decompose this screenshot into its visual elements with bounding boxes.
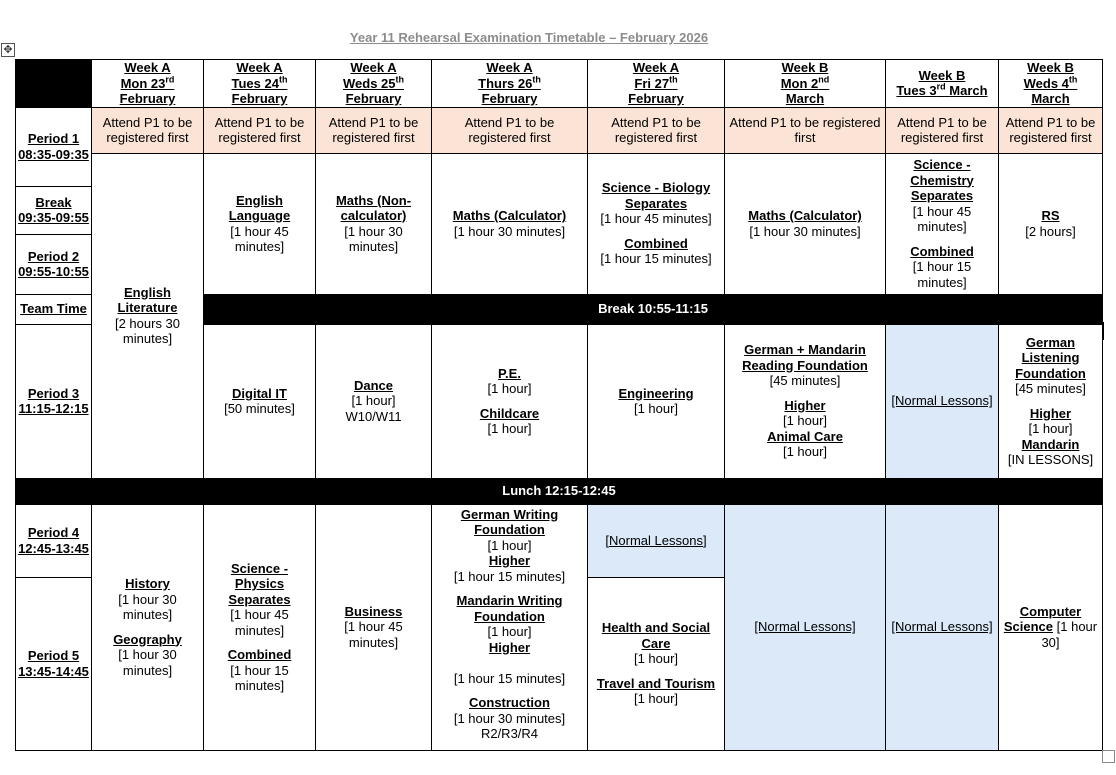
exam-wed-a-p3: Dance [1 hour] W10/W11 — [316, 324, 432, 478]
exam-wed-b-afternoon: Computer Science [1 hour 30] — [999, 504, 1103, 750]
attend-cell: Attend P1 to be registered first — [588, 107, 725, 153]
timetable — [15, 59, 1103, 751]
corner-cell — [16, 60, 92, 108]
exam-tue-a-afternoon: Science - Physics Separates [1 hour 45 minutes] Combined [1 hour 15 minutes] — [204, 504, 316, 750]
exam-fri-a-p5: Health and Social Care [1 hour] Travel and Tourism [1 hour] — [588, 577, 725, 750]
exam-wed-b-p3: German Listening Foundation [45 minutes] Higher [1 hour] Mandarin [IN LESSONS] — [999, 324, 1103, 478]
exam-mon-b-morning: Maths (Calculator) [1 hour 30 minutes] — [725, 153, 886, 294]
period-1-label: Period 1 08:35-09:35 — [16, 107, 92, 186]
attend-cell: Attend P1 to be registered first — [204, 107, 316, 153]
period-2-label: Period 2 09:55-10:55 — [16, 234, 92, 294]
period-3-label: Period 3 11:15-12:15 — [16, 324, 92, 478]
exam-mon-a-morning: English Literature [2 hours 30 minutes] — [92, 153, 204, 478]
exam-thu-a-morning: Maths (Calculator) [1 hour 30 minutes] — [432, 153, 588, 294]
header-mon-b: Week B Mon 2nd March — [725, 60, 886, 108]
attend-cell: Attend P1 to be registered first — [432, 107, 588, 153]
exam-tue-a-p3: Digital IT [50 minutes] — [204, 324, 316, 478]
normal-lessons-mon-b-afternoon: [Normal Lessons] — [725, 504, 886, 750]
header-tue-a: Week A Tues 24th February — [204, 60, 316, 108]
header-wed-a: Week A Weds 25th February — [316, 60, 432, 108]
normal-lessons-tue-b-p3: [Normal Lessons] — [886, 324, 999, 478]
header-tue-b: Week B Tues 3rd March — [886, 60, 999, 108]
exam-tue-a-morning: English Language [1 hour 45 minutes] — [204, 153, 316, 294]
attend-cell: Attend P1 to be registered first — [725, 107, 886, 153]
normal-lessons-fri-a-p4: [Normal Lessons] — [588, 504, 725, 577]
header-fri-a: Week A Fri 27th February — [588, 60, 725, 108]
header-mon-a: Week A Mon 23rd February — [92, 60, 204, 108]
exam-thu-a-p3: P.E. [1 hour] Childcare [1 hour] — [432, 324, 588, 478]
break-bar: Break 10:55-11:15 — [204, 294, 1103, 324]
attend-cell: Attend P1 to be registered first — [92, 107, 204, 153]
table-resize-handle[interactable] — [1102, 750, 1115, 763]
page-title: Year 11 Rehearsal Examination Timetable – February 2026 — [349, 30, 709, 45]
exam-mon-b-p3: German + Mandarin Reading Foundation [45 minutes] Higher [1 hour] Animal Care [1 hour] — [725, 324, 886, 478]
exam-wed-a-morning: Maths (Non-calculator) [1 hour 30 minutes] — [316, 153, 432, 294]
attend-cell: Attend P1 to be registered first — [886, 107, 999, 153]
exam-fri-a-morning: Science - Biology Separates [1 hour 45 minutes] Combined [1 hour 15 minutes] — [588, 153, 725, 294]
header-wed-b: Week B Weds 4th March — [999, 60, 1103, 108]
break-label: Break 09:35-09:55 — [16, 186, 92, 234]
period-5-label: Period 5 13:45-14:45 — [16, 577, 92, 750]
exam-tue-b-morning: Science - Chemistry Separates [1 hour 45 minutes] Combined [1 hour 15 minutes] — [886, 153, 999, 294]
exam-thu-a-afternoon: German Writing Foundation [1 hour] Higher [1 hour 15 minutes] Mandarin Writing Foundation [1 hour] Higher [1 hour 15 minutes] Construction [1 hour 30 minutes] R2/R3/R4 — [432, 504, 588, 750]
header-thu-a: Week A Thurs 26th February — [432, 60, 588, 108]
attend-cell: Attend P1 to be registered first — [316, 107, 432, 153]
text-cursor — [1103, 322, 1104, 340]
exam-mon-a-afternoon: History [1 hour 30 minutes] Geography [1 hour 30 minutes] — [92, 504, 204, 750]
exam-wed-a-afternoon: Business [1 hour 45 minutes] — [316, 504, 432, 750]
normal-lessons-tue-b-afternoon: [Normal Lessons] — [886, 504, 999, 750]
period-4-label: Period 4 12:45-13:45 — [16, 504, 92, 577]
team-time-label: Team Time — [16, 294, 92, 324]
lunch-bar: Lunch 12:15-12:45 — [16, 478, 1103, 504]
attend-cell: Attend P1 to be registered first — [999, 107, 1103, 153]
exam-wed-b-morning: RS [2 hours] — [999, 153, 1103, 294]
exam-fri-a-p3: Engineering [1 hour] — [588, 324, 725, 478]
table-move-icon[interactable]: ✥ — [1, 43, 15, 57]
